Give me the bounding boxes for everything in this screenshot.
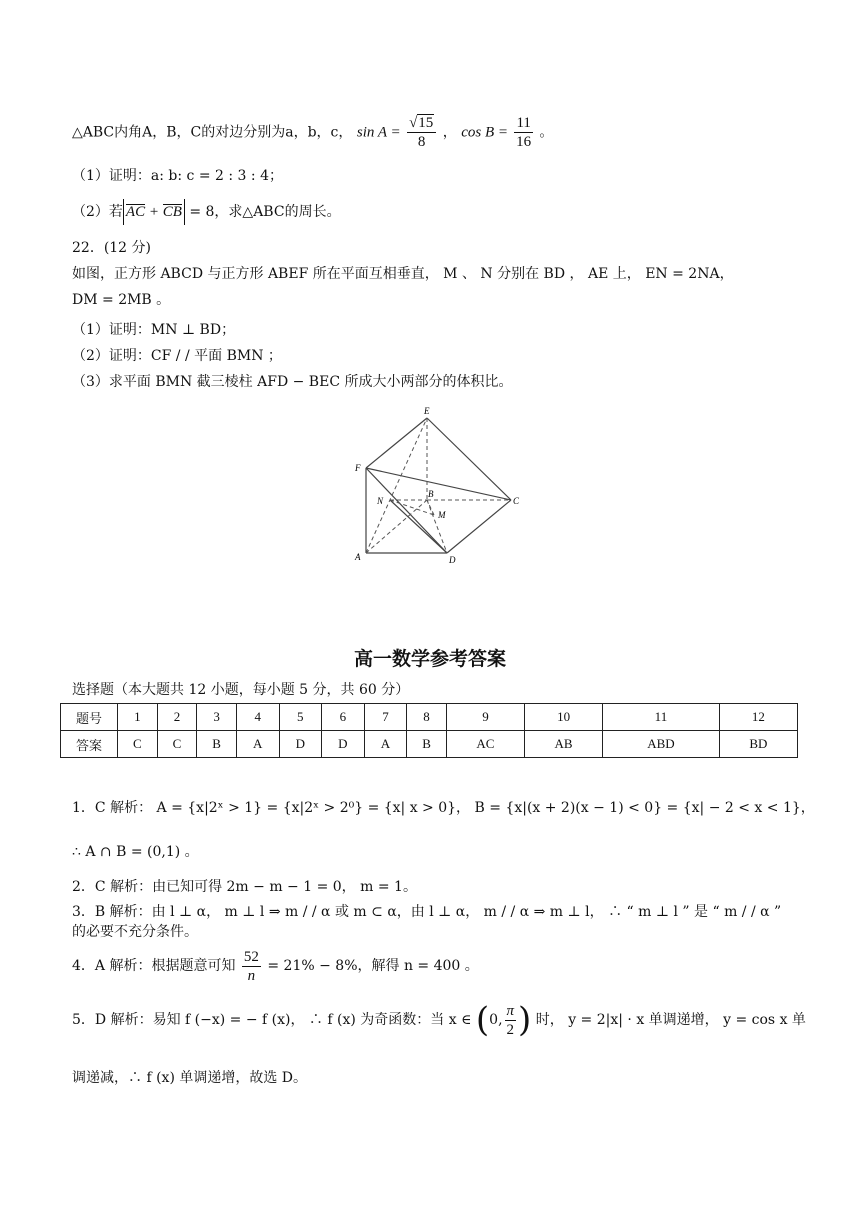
q21-cos-den: 16 xyxy=(516,134,532,150)
q21-vector-cb: CB xyxy=(162,204,182,220)
question-number-cell: 5 xyxy=(279,704,322,731)
solution-3a: 3．B 解析：由 l ⊥ α， m ⊥ l ⇒ m / / α 或 m ⊂ α，由 l ⊥ α， m / / α ⇒ m ⊥ l， ∴ “ m ⊥ l ” 是 “ m / / α ” xyxy=(72,904,782,920)
q22-intro-1: 如图，正方形 ABCD 与正方形 ABEF 所在平面互相垂直， M 、 N 分别在 BD ， AE 上， EN = 2NA， xyxy=(72,266,734,282)
answer-cell: A xyxy=(236,731,279,758)
right-paren: ) xyxy=(518,1000,532,1040)
q22-header: 22．(12 分) xyxy=(72,240,152,256)
solution-5a xyxy=(72,1000,806,1040)
edge-fc xyxy=(366,468,511,500)
q21-sin-lhs: sin A = xyxy=(356,124,401,141)
solution-1a: 1．C 解析： A = {x|2ˣ > 1} = {x|2ˣ > 2⁰} = {x| x > 0}， B = {x|(x + 2)(x − 1) < 0} = {x| − 2 < x < 1}， xyxy=(72,800,815,816)
label-a: A xyxy=(355,552,361,562)
question-number-cell: 11 xyxy=(603,704,720,731)
solution-5-post: 时， y = 2|x| · x 单调递增， y = cos x 单 xyxy=(535,1012,806,1028)
q22-intro-2: DM = 2MB 。 xyxy=(72,292,171,308)
edge-fe xyxy=(366,418,427,468)
q22-part3: （3）求平面 BMN 截三棱柱 AFD − BEC 所成大小两部分的体积比。 xyxy=(72,374,513,390)
solution-5-pi: π xyxy=(506,1002,515,1019)
edge-ae xyxy=(366,418,427,553)
table-row xyxy=(61,704,798,731)
label-m: M xyxy=(438,510,446,520)
q21-cos-frac xyxy=(514,114,532,151)
table-row xyxy=(61,731,798,758)
solution-4-num: 52 xyxy=(243,948,259,965)
q21-cos-num: 11 xyxy=(516,115,531,131)
edge-dc xyxy=(447,500,511,553)
question-number-cell: 12 xyxy=(719,704,797,731)
question-number-cell: 4 xyxy=(236,704,279,731)
answer-cell: B xyxy=(197,731,237,758)
answer-cell: AB xyxy=(525,731,603,758)
answer-cell: BD xyxy=(719,731,797,758)
q21-part2 xyxy=(72,198,802,226)
answer-cell: D xyxy=(322,731,365,758)
solution-4-post: = 21% − 8%，解得 n = 400 。 xyxy=(267,958,479,974)
answer-cell: C xyxy=(157,731,197,758)
solution-4-den: n xyxy=(247,967,256,984)
q21-vector-sum xyxy=(123,199,185,225)
answers-section: 选择题（本大题共 12 小题，每小题 5 分，共 60 分） xyxy=(72,682,410,698)
edge-bd xyxy=(427,500,447,553)
solution-5-interval-frac xyxy=(505,1002,517,1039)
q21-sin-frac: $\frac{√15}{8}$ xyxy=(407,114,436,151)
edge-ec xyxy=(427,418,511,500)
solution-4 xyxy=(72,947,802,985)
answer-cell: D xyxy=(279,731,322,758)
question-number-cell: 7 xyxy=(364,704,407,731)
solution-4-pre: 4．A 解析：根据题意可知 xyxy=(72,958,236,974)
label-b: B xyxy=(428,489,434,499)
edge-nd xyxy=(390,500,447,553)
q21-intro: △ABC内角A，B，C的对边分别为a，b，c， xyxy=(72,124,353,141)
q21-intro-line xyxy=(72,114,802,151)
solution-5-two: 2 xyxy=(506,1021,515,1038)
q21-sin-num: 15 xyxy=(418,115,434,131)
solution-3b: 的必要不充分条件。 xyxy=(72,924,198,940)
question-number-cell: 8 xyxy=(407,704,447,731)
q21-sin-den: 8 xyxy=(417,134,426,150)
solution-4-frac xyxy=(242,948,261,985)
answer-cell: A xyxy=(364,731,407,758)
label-c: C xyxy=(513,496,520,506)
q21-end: 。 xyxy=(539,124,554,141)
solution-5b: 调递减，∴ f (x) 单调递增，故选 D。 xyxy=(72,1070,308,1086)
q21-part1: （1）证明：a: b: c = 2 : 3 : 4； xyxy=(72,168,283,184)
row-label-number: 题号 xyxy=(61,704,118,731)
solution-2: 2．C 解析：由已知可得 2m − m − 1 = 0， m = 1。 xyxy=(72,879,417,895)
solution-5-pre: 5．D 解析：易知 f (−x) = − f (x)， ∴ f (x) 为奇函数：当 x ∈ xyxy=(72,1012,472,1028)
label-n: N xyxy=(377,496,384,506)
left-paren: ( xyxy=(475,1000,490,1040)
q21-cos-lhs: cos B = xyxy=(461,124,508,141)
q21-sep: ， xyxy=(442,124,457,141)
question-number-cell: 9 xyxy=(446,704,524,731)
answers-title: 高一数学参考答案 xyxy=(353,648,506,670)
label-d: D xyxy=(449,555,456,565)
q21-vector-ac: AC xyxy=(125,204,146,220)
row-label-answer: 答案 xyxy=(61,731,118,758)
edge-mb xyxy=(427,500,434,515)
answer-cell: B xyxy=(407,731,447,758)
question-number-cell: 1 xyxy=(118,704,158,731)
prism-figure xyxy=(340,400,530,570)
answer-cell: C xyxy=(118,731,158,758)
label-f: F xyxy=(355,463,361,473)
answer-cell: AC xyxy=(446,731,524,758)
question-number-cell: 10 xyxy=(525,704,603,731)
solution-5-interval-a: 0, xyxy=(489,1012,503,1028)
q21-part2-pre: （2）若 xyxy=(72,204,123,220)
q22-part2: （2）证明：CF / / 平面 BMN ； xyxy=(72,348,282,364)
question-number-cell: 3 xyxy=(197,704,237,731)
q22-part1: （1）证明：MN ⊥ BD； xyxy=(72,322,236,338)
answer-cell: ABD xyxy=(603,731,720,758)
q21-part2-post: = 8，求△ABC的周长。 xyxy=(184,204,341,220)
q21-plus: + xyxy=(145,204,163,220)
answer-table xyxy=(60,703,798,758)
label-e: E xyxy=(424,406,430,416)
solution-1b: ∴ A ∩ B = (0,1) 。 xyxy=(72,844,199,860)
edge-fd xyxy=(366,468,447,553)
question-number-cell: 6 xyxy=(322,704,365,731)
question-number-cell: 2 xyxy=(157,704,197,731)
